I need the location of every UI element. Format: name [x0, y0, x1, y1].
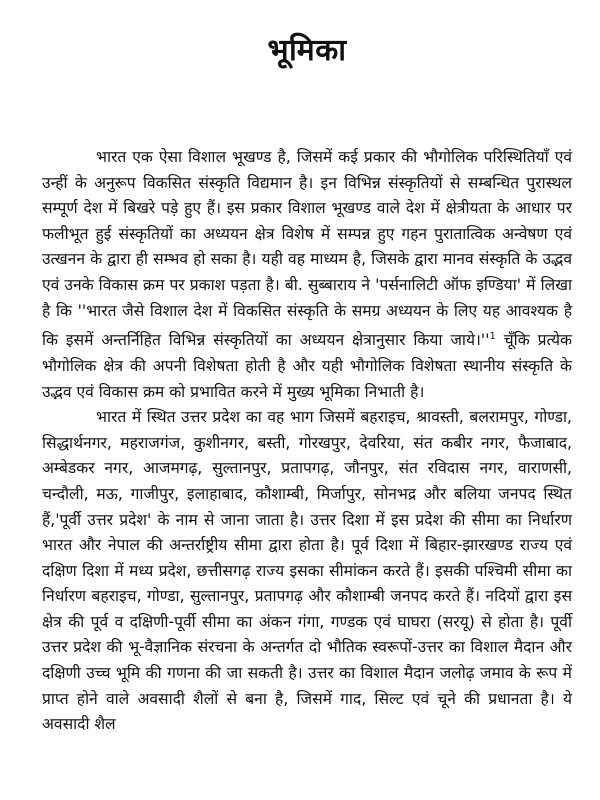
footnote-reference: 1 [489, 331, 496, 343]
paragraph-1 [42, 145, 572, 405]
paragraph-1-text: भारत एक ऐसा विशाल भूखण्ड है, जिसमें कई प्रकार की भौगोलिक परिस्थितियाँ एवं उन्हीं के अनुरूप विकसित संस्कृति विद्यमान है। इन विभिन्न संस्कृतियों से सम्बन्धित पुरास्थल सम्पूर्ण देश में बिखरे पड़े हुए हैं। इस प्रकार विशाल भूखण्ड वाले देश में क्षेत्रीयता के आधार पर फलीभूत हुई संस्कृतियों का अध्ययन क्षेत्र विशेष में सम्पन्न हुए गहन पुरातात्विक अन्वेषण एवं उत्खनन के द्वारा ही सम्भव हो सका है। यही वह माध्यम है, जिसके द्वारा मानव संस्कृति के उद्भव एवं उनके विकास क्रम पर प्रकाश पड़ता है। बी. सुब्बाराय ने 'पर्सनालिटी ऑफ इण्डिया' में लिखा है कि ''भारत जैसे विशाल देश में विकसित संस्कृति के समग्र अध्ययन के लिए यह आवश्यक है कि इसमें अन्तर्निहित विभिन्न संस्कृतियों का अध्ययन क्षेत्रानुसार किया जाये।'' [42, 148, 572, 350]
paragraph-2: भारत में स्थित उत्तर प्रदेश का वह भाग जिसमें बहराइच, श्रावस्ती, बलरामपुर, गोण्डा, सिद्धार्थनगर, महराजगंज, कुशीनगर, बस्ती, गोरखपुर, देवरिया, संत कबीर नगर, फैजाबाद, अम्बेडकर नगर, आजमगढ़, सुल्तानपुर, प्रतापगढ़, जौनपुर, संत रविदास नगर, वाराणसी, चन्दौली, मऊ, गाजीपुर, इलाहाबाद, कौशाम्बी, मिर्जापुर, सोनभद्र और बलिया जनपद स्थित हैं,'पूर्वी उत्तर प्रदेश' के नाम से जाना जाता है। उत्तर दिशा में इस प्रदेश की सीमा का निर्धारण भारत और नेपाल की अन्तर्राष्ट्रीय सीमा द्वारा होता है। पूर्व दिशा में बिहार-झारखण्ड राज्य एवं दक्षिण दिशा में मध्य प्रदेश, छत्तीसगढ़ राज्य इसका सीमांकन करते हैं। इसकी पश्चिमी सीमा का निर्धारण बहराइच, गोण्डा, सुल्तानपुर, प्रतापगढ़ और कौशाम्बी जनपद करते हैं। नदियों द्वारा इस क्षेत्र की पूर्व व दक्षिणी-पूर्वी सीमा का अंकन गंगा, गण्डक एवं घाघरा (सरयू) से होता है। पूर्वी उत्तर प्रदेश की भू-वैज्ञानिक संरचना के अन्तर्गत दो भौतिक स्वरूपों-उत्तर का विशाल मैदान और दक्षिणी उच्च भूमि की गणना की जा सकती है। उत्तर का विशाल मैदान जलोढ़ जमाव के रूप में प्राप्त होने वाले अवसादी शैलों से बना है, जिसमें गाद, सिल्ट एवं चूने की प्रधानता है। ये अवसादी शैल [42, 408, 572, 734]
paragraph-1-text-continued: चूँकि प्रत्येक भौगोलिक क्षेत्र की अपनी विशेषता होती है और यही भौगोलिक विशेषता स्थानीय संस्कृति के उद्भव एवं विकास क्रम को प्रभावित करने में मुख्य भूमिका निभाती है। [42, 331, 572, 401]
page-title: भूमिका [267, 33, 347, 68]
